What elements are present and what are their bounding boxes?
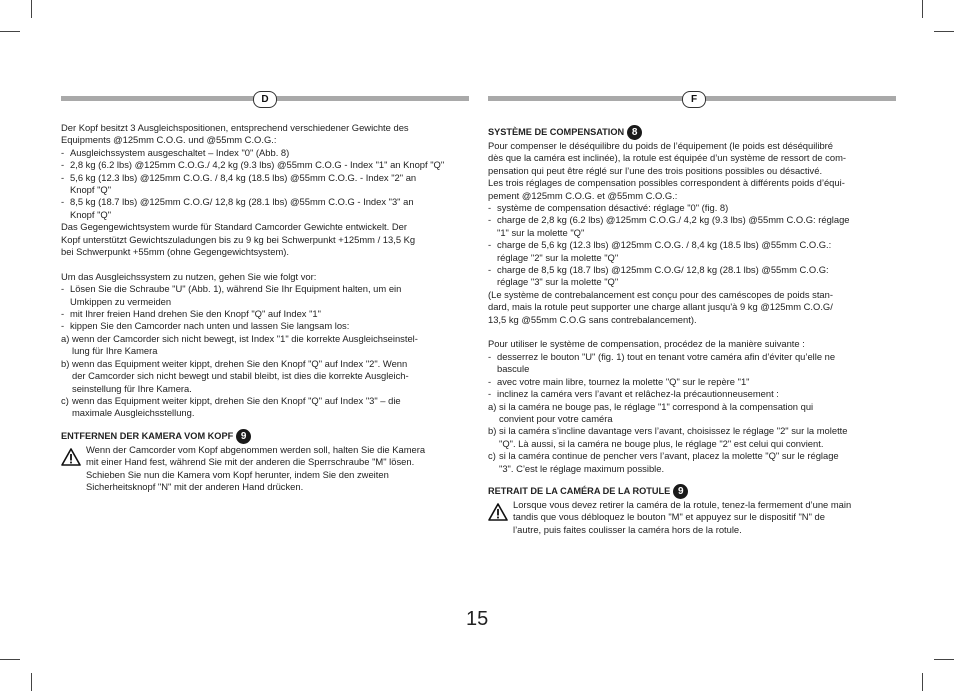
list-item-line: 2,8 kg (6.2 lbs) @125mm C.O.G./ 4,2 kg (9.3 lbs) @55mm C.O.G - Index "1" an Knopf "Q" [70,159,445,171]
crop-mark [922,0,923,18]
text-line: dès que la caméra est inclinée), la rotule est équipée d’un système de ressort de com- [488,152,846,164]
text-line: Kopf unterstützt Gewichtszuladungen bis zu 9 kg bei Schwerpunkt +125mm / 13,5 Kg [61,233,416,245]
list-item-line: Knopf "Q" [70,184,112,196]
section-title: SYSTÈME DE COMPENSATION [488,127,625,138]
figure-number-badge: 8 [627,125,642,140]
warning-icon [61,448,81,466]
list-marker: - [488,239,492,251]
section-heading [61,429,471,444]
list-item [61,308,471,320]
list-item-line: Lösen Sie die Schraube "U" (Abb. 1), während Sie Ihr Equipment halten, um ein [70,283,402,295]
warning-block [488,499,900,536]
text-line: pensation qui peut être réglé sur l’une des trois positions possibles ou désactivé. [488,164,823,176]
language-badge-f: F [682,91,706,108]
list-item-line: si la caméra continue de pencher vers l’avant, placez la molette "Q" sur le réglage [499,450,839,462]
text-line: Lorsque vous devez retirer la caméra de la rotule, tenez-la fermement d’une main [513,498,852,510]
weight-list [488,202,900,289]
list-item-line: desserrez le bouton "U" (fig. 1) tout en tenant votre caméra afin d’éviter qu’elle ne [497,350,836,362]
list-item-line: "1" sur la molette "Q" [497,226,585,238]
text-line: Sicherheitsknopf "N" mit der anderen Hand drücken. [86,480,304,492]
body-paragraph [61,221,471,258]
language-badge-d: D [253,91,277,108]
list-item [61,283,471,308]
text-line: Der Kopf besitzt 3 Ausgleichspositionen, entsprechend verschiedener Gewichte des [61,122,409,133]
list-item-line: Umkippen zu vermeiden [70,295,172,307]
section-title: ENTFERNEN DER KAMERA VOM KOPF [61,431,234,442]
text-line: Pour compenser le déséquilibre du poids de l’équipement (le poids est déséquilibré [488,140,834,151]
list-item-line: 8,5 kg (18.7 lbs) @125mm C.O.G/ 12,8 kg (28.1 lbs) @55mm C.O.G - Index "3" an [70,196,414,208]
crop-mark [0,31,20,32]
list-item-line: bascule [497,363,530,375]
list-item-line: charge de 2,8 kg (6.2 lbs) @125mm C.O.G./ 4,2 kg (9.3 lbs) @55mm C.O.G: réglage [497,214,850,226]
list-item-line: réglage "3" sur la molette "Q" [497,276,619,288]
list-item [61,358,471,395]
list-marker: a) [488,400,497,412]
crop-mark [922,673,923,691]
text-line: bei Schwerpunkt +55mm (ohne Gegengewichtsystem). [61,246,289,258]
step-list [61,283,471,333]
list-item-line: avec votre main libre, tournez la molette "Q" sur le repère "1" [497,375,750,387]
step-list [488,351,900,401]
text-line: dard, mais la rotule peut supporter une charge allant jusqu'à 9 kg @125mm C.O.G/ [488,301,833,313]
list-item [61,172,471,197]
list-item-line: wenn der Camcorder sich nicht bewegt, ist Index "1" die korrekte Ausgleichseinstel- [72,332,418,344]
case-list [488,401,900,475]
list-marker: - [61,308,65,320]
list-item [488,388,900,400]
section-title: RETRAIT DE LA CAMÉRA DE LA ROTULE [488,486,671,497]
list-item-line: charge de 8,5 kg (18.7 lbs) @125mm C.O.G/ 12,8 kg (28.1 lbs) @55mm C.O.G: [497,264,829,276]
list-item-line: lung für Ihre Kamera [72,345,158,357]
list-item [488,239,900,264]
list-item-line: réglage "2" sur la molette "Q" [497,251,619,263]
list-marker: c) [61,394,69,406]
list-item-line: si la caméra ne bouge pas, le réglage "1" correspond à la compensation qui [499,400,814,412]
list-item-line: système de compensation désactivé: réglage "0" (fig. 8) [497,202,729,214]
list-item [488,425,900,450]
warning-icon [488,503,508,521]
page-number: 15 [466,608,489,630]
list-item-line: wenn das Equipment weiter kippt, drehen Sie den Knopf "Q" auf Index "3" – die [72,394,401,406]
list-marker: - [488,264,492,276]
warning-block [61,444,471,494]
list-marker: b) [488,425,497,437]
usage-intro: Pour utiliser le système de compensation, procédez de la manière suivante : [488,338,805,350]
section-heading [488,125,900,140]
list-marker: - [61,320,65,332]
list-item [488,376,900,388]
list-item [61,320,471,332]
usage-intro: Um das Ausgleichssystem zu nutzen, gehen Sie wie folgt vor: [61,270,317,282]
list-item [61,147,471,159]
figure-number-badge: 9 [236,429,251,444]
list-item-line: Ausgleichssystem ausgeschaltet – Index "0" (Abb. 8) [70,146,290,158]
text-line: Equipments @125mm C.O.G. und @55mm C.O.G.: [61,134,277,146]
case-list [61,333,471,420]
list-marker: - [488,388,492,400]
warning-text [513,499,851,536]
list-item-line: seinstellung für Ihre Kamera. [72,382,192,394]
warning-text [86,444,425,494]
list-item [488,264,900,289]
section-heading [488,484,900,499]
list-item [61,196,471,221]
list-item-line: maximale Ausgleichsstellung. [72,407,195,419]
text-line: Les trois réglages de compensation possibles correspondent à différents poids d’équi- [488,177,845,189]
list-marker: - [61,159,65,171]
list-item-line: convient pour votre caméra [499,412,613,424]
list-item-line: wenn das Equipment weiter kippt, drehen Sie den Knopf "Q" auf Index "2". Wenn [72,357,408,369]
text-line: 13,5 kg @55mm C.O.G sans contrebalancement). [488,313,697,325]
list-item-line: kippen Sie den Camcorder nach unten und lassen Sie langsam los: [70,320,350,332]
list-marker: a) [61,332,70,344]
text-line: mit einer Hand fest, während Sie mit der anderen die Sperrschraube "M" lösen. [86,456,415,468]
text-line: pement @125mm C.O.G. et @55mm C.O.G.: [488,189,678,201]
list-marker: - [61,146,65,158]
list-marker: - [61,283,65,295]
list-item-line: "Q". Là aussi, si la caméra ne bouge plus, le réglage "2" est celui qui convient. [499,437,824,449]
list-marker: - [488,202,492,214]
list-marker: - [61,196,65,208]
list-marker: - [61,171,65,183]
list-item-line: "3". C’est le réglage maximum possible. [499,462,665,474]
german-column [61,122,471,493]
list-item-line: der Camcorder sich nicht bewegt und stabil bleibt, ist dies die korrekte Ausgleich- [72,370,409,382]
crop-mark [934,31,954,32]
text-line: Wenn der Camcorder vom Kopf abgenommen werden soll, halten Sie die Kamera [86,443,426,455]
crop-mark [0,659,20,660]
list-marker: - [488,375,492,387]
list-item [61,395,471,420]
text-line: tandis que vous débloquez le bouton "M" et appuyez sur le dispositif "N" de [513,511,825,523]
list-item [488,214,900,239]
list-item-line: 5,6 kg (12.3 lbs) @125mm C.O.G. / 8,4 kg (18.5 lbs) @55mm C.O.G. - Index "2" an [70,171,417,183]
crop-mark [31,0,32,18]
list-item-line: mit Ihrer freien Hand drehen Sie den Knopf "Q" auf Index "1" [70,308,321,320]
list-item-line: Knopf "Q" [70,208,112,220]
list-marker: - [488,350,492,362]
weight-list [61,147,471,221]
list-item [488,351,900,376]
text-line: (Le système de contrebalancement est conçu pour des caméscopes de poids stan- [488,288,833,300]
list-item [488,202,900,214]
list-item-line: si la caméra s’incline davantage vers l’avant, choisissez le réglage "2" sur la molette [499,425,848,437]
list-item-line: inclinez la caméra vers l’avant et relâchez-la précautionneusement : [497,388,779,400]
intro-paragraph [61,122,471,147]
text-line: l’autre, puis faites coulisser la caméra hors de la rotule. [513,523,742,535]
list-item [488,401,900,426]
crop-mark [934,659,954,660]
french-column [488,122,900,536]
intro-paragraph [488,140,900,202]
list-item [61,333,471,358]
list-item-line: charge de 5,6 kg (12.3 lbs) @125mm C.O.G. / 8,4 kg (18.5 lbs) @55mm C.O.G.: [497,239,832,251]
list-item [488,450,900,475]
text-line: Schieben Sie nun die Kamera vom Kopf herunter, indem Sie den zweiten [86,468,389,480]
list-item [61,159,471,171]
crop-mark [31,673,32,691]
body-paragraph [488,289,900,326]
list-marker: c) [488,450,496,462]
text-line: Das Gegengewichtsystem wurde für Standard Camcorder Gewichte entwickelt. Der [61,221,407,233]
list-marker: b) [61,357,70,369]
list-marker: - [488,214,492,226]
figure-number-badge: 9 [673,484,688,499]
